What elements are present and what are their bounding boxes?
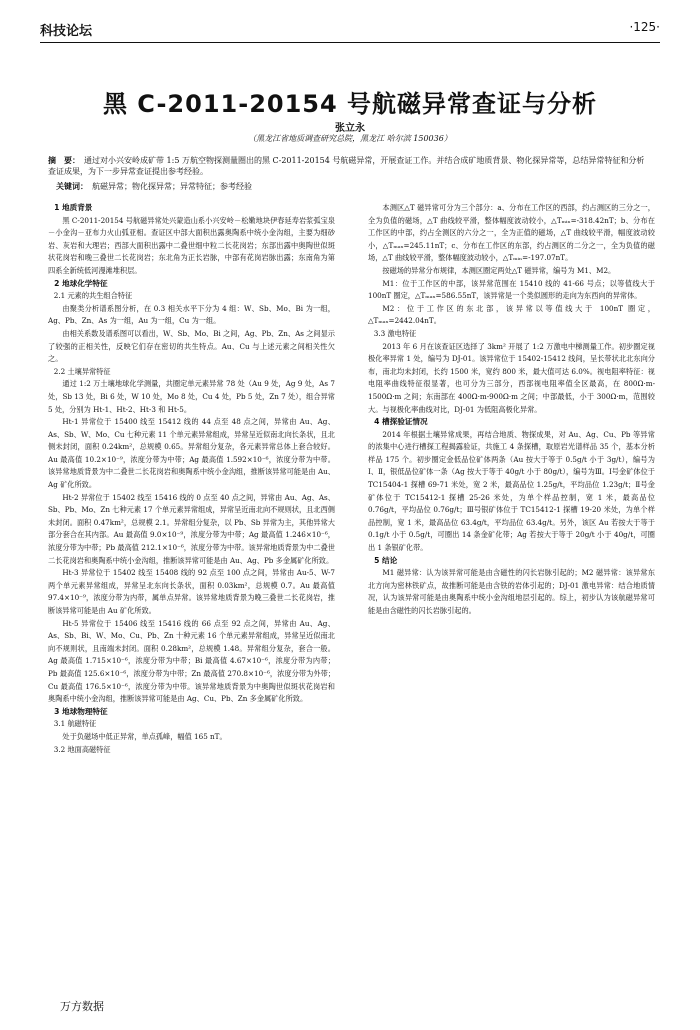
author: 张立永 [335,123,365,134]
paragraph: Ht-3 异常位于 15402 线至 15408 线的 92 点至 100 点之间，异常由 Au-5、W-7 两个单元素异常组成，异常呈北东向长条状，面积 0.03km²，总规模 0.7。Au 最高值 97.4×10⁻⁹，浓度分带为内带，属单点异常。该异常地质背景为晚三叠世二长花岗岩，推断该异常可能是由 Au 矿化所致。 [48,568,335,615]
subsection-heading: 2.1 元素的共生组合特征 [53,291,133,301]
abstract-label: 摘 要： [48,156,80,165]
paragraph: Ht-2 异常位于 15402 线至 15416 线的 0 点至 40 点之间，异常由 Au、Ag、As、Sb、Pb、Mo、Zn 七种元素 17 个单元素异常组成，异常呈近南北向不规则状，且北西侧未封闭。面积 0.47km²，总规模 2.1。异常组分复杂，以 Pb、Sb 异常为主，其他异常大部分套合在其内部。Au 最高值 9.0×10⁻⁹，浓度分带为中带；Ag 最高值 1.246×10⁻⁶，浓度分带为中带；Pb 最高值 212.1×10⁻⁶，浓度分带为中带。该异常地质背景为中二叠世二长花岗岩和奥陶系中统小金沟组，推断该异常可能是由 Au、Ag、Pb 多金属矿化所致。 [48,492,335,565]
paragraph: 通过 1:2 万土壤地球化学测量，共圈定单元素异常 78 处（Au 9 处，Ag 9 处，As 7 处，Sb 13 处，Bi 6 处，W 10 处，Mo 8 处，Cu 4 处，Pb 5 处，Zn 7 处），组合异常 5 处，分别为 Ht-1、Ht-2、Ht-3 和 Ht-5。 [48,379,335,414]
footer-watermark: 万方数据 [60,1000,104,1013]
left-column [48,202,335,756]
header-rule [40,42,660,43]
keywords [56,181,652,192]
paragraph: 由相关系数及谱系图可以看出，W、Sb、Mo、Bi 之间，Ag、Pb、Zn、As 之间显示了较强的正相关性，反映它们存在密切的共生特点。Au、Cu 与上述元素之间相关性欠之。 [48,328,335,364]
running-header [40,20,660,44]
section-heading: 4 槽探验证情况 [374,417,428,427]
section-heading: 2 地球化学特征 [54,278,108,288]
journal-section-name: 科技论坛 [40,24,93,39]
paragraph: 本测区△T 磁异常可分为三个部分：a、分布在工作区的西部，约占测区的三分之一，全为负值的磁场，△T 曲线较平滑，整体幅度波动较小，△Tₘᵢₙ=-318.42nT；b、分布在工作区的中部，约占全测区的六分之一，全为正值的磁场，△T 曲线较平滑，幅度波动较小，△Tₘₐₓ=245.11nT；c、分布在工作区的东部，约占测区的二分之一，全为负值的磁场，△T 曲线较平滑，整体幅度波动较小，△Tₘᵢₙ=-197.07nT。 [368,203,655,263]
paper-title: 黑 C-2011-20154 号航磁异常查证与分析 [102,90,598,118]
section-heading: 5 结论 [374,555,398,565]
section-heading: 1 地质背景 [54,203,93,212]
paragraph: 2014 年根据土壤异常成果，再结合地质、物探成果，对 Au、Ag、Cu、Pb 等异常的浓集中心进行槽探工程揭露验证，共施工 4 条探槽，取原岩光谱样品 35 个，基本分析样品 175 个。初步圈定金低品位矿体两条（Au 按大于等于 0.5g/t 小于 3g/t），编号为 Ⅰ、Ⅱ，银低品位矿体一条（Ag 按大于等于 40g/t 小于 80g/t），编号为Ⅲ。Ⅰ号金矿体位于 TC15404-1 探槽 69-71 米处，宽 2 米，最高品位 1.25g/t，平均品位 1.23g/t；Ⅱ号金矿体位于 TC15412-1 探槽 25-26 米处，为单个样品控制，宽 1 米，最高品位 0.76g/t，平均品位 0.76g/t；Ⅲ号银矿体位于 TC15412-1 探槽 19-20 米处，为单个样品控制，宽 1 米，最高品位 63.4g/t，平均品位 63.4g/t。另外，该区 Au 若按大于等于 0.1g/t 小于 0.5g/t，可圈出 14 条金矿化带；Ag 若按大于等于 20g/t 小于 40g/t，可圈出 1 条银矿化带。 [368,429,655,553]
paragraph: M1：位于工作区的中部，该异常范围在 15410 线的 41-66 号点；以等值线大于 100nT 圈定，△Tₘₐₓ=586.55nT，该异常是一个类似圆形的走向为东西向的异常体。 [368,278,655,301]
section-heading: 3 地球物理特征 [54,706,108,716]
paragraph: Ht-1 异常位于 15400 线至 15412 线的 44 点至 48 点之间，异常由 Au、Ag、As、Sb、W、Mo、Cu 七种元素 11 个单元素异常组成，异常呈近似南北向长条状，且北侧未封闭，面积 0.24km²，总规模 0.65。异常组分复杂，各元素异常总体上套合较好。Au 最高值 10.2×10⁻⁹，浓度分带为中带；Ag 最高值 1.592×10⁻⁶，浓度分带为中带。该异常地质背景为中二叠世二长花岗岩和奥陶系中统小金沟组，推断该异常可能是由 Au、Ag 矿化所致。 [48,417,335,490]
paragraph: M2：位于工作区的东北部，该异常以等值线大于 100nT 圈定，△Tₘₐₓ=2442.04nT。 [368,303,655,326]
paragraph: 按磁场的异常分布规律，本测区圈定两处△T 磁异常，编号为 M1、M2。 [382,265,616,275]
paragraph: 处于负磁场中低正异常，单点孤峰，幅值 165 nT。 [62,731,227,741]
abstract-text: 通过对小兴安岭成矿带 1:5 万航空物探测量圈出的黑 C-2011-20154 号航磁异常，开展查证工作。并结合成矿地质背景、物化探异常等，总结异常特征和分析查证成果，为下一步异常查证提出参考经验。 [48,156,645,176]
paragraph: 由聚类分析谱系图分析，在 0.3 相关水平下分为 4 组：W、Sb、Mo、Bi 为一组，Ag、Pb、Zn、As 为一组，Au 为一组，Cu 为一组。 [48,303,335,326]
right-column [368,202,655,618]
affiliation: （黑龙江省地质调查研究总院，黑龙江 哈尔滨 150036） [248,134,452,143]
keywords-text: 航磁异常；物化探异常；异常特征；参考经验 [92,182,252,191]
paragraph: 2013 年 6 月在该查证区选择了 3km² 开展了 1:2 万激电中梯测量工作。初步圈定视极化率异常 1 处，编号为 DJ-01。该异常位于 15402-15412 线间，呈长带状北北东向分布，南北均未封闭，长约 1500 米，宽约 800 米，最大值可达 6.0%。视电阻率特征：视电阻率曲线特征很显著，也可分为三部分，西部视电阻率值全区最高，在 800Ω·m-1500Ω·m 之间；东南部在 400Ω·m-900Ω·m 之间；中部最低，小于 300Ω·m，范围较大。与视极化率曲线对比，DJ-01 为低阻高极化异常。 [368,341,655,414]
paragraph: Ht-5 异常位于 15406 线至 15416 线的 66 点至 92 点之间，异常由 Au、Ag、As、Sb、Bi、W、Mo、Cu、Pb、Zn 十种元素 16 个单元素异常组成，异常呈近似南北向不规则状，且南端未封闭。面积 0.28km²，总规模 1.48。异常组分复杂，套合一般。Ag 最高值 1.715×10⁻⁶，浓度分带为中带；Bi 最高值 4.67×10⁻⁶，浓度分带为内带；Pb 最高值 125.6×10⁻⁶，浓度分带为中带；Zn 最高值 270.8×10⁻⁶，浓度分带为外带；Cu 最高值 176.5×10⁻⁶，浓度分带为中带。该异常地质背景为中奥陶世似斑状花岗岩和奥陶系中统小金沟组，推断该异常可能是由 Ag、Cu、Pb、Zn 多金属矿化所致。 [48,618,335,704]
abstract [48,155,652,177]
subsection-heading: 3.1 航磁特征 [53,719,97,729]
paragraph: 黑 C-2011-20154 号航磁异常处兴蒙造山系小兴安岭－松嫩地块伊春延寿岩浆弧宝泉－小金沟－亚布力火山弧亚相。查证区中部大面积出露奥陶系中统小金沟组，主要为细砂岩、灰岩和大理岩；西部大面积出露中二叠世细中粒二长花岗岩；东部出露中奥陶世似斑状花岗岩和晚三叠世二长花岗岩；东北角为正长岩脉，中部有花岗岩脉出露；东南角为第四系全新统低河漫滩堆积层。 [48,215,335,275]
subsection-heading: 2.2 土壤异常特征 [53,366,111,376]
paragraph: M1 磁异常：认为该异常可能是由含磁性的闪长岩脉引起的；M2 磁异常：该异常东北方向为密林铁矿点，故推断可能是由含铁的岩体引起的；DJ-01 激电异常：结合地质情况，认为该异常可能是由奥陶系中统小金沟组地层引起的。综上，初步认为该航磁异常可能是由含磁性的闪长岩脉引起的。 [368,568,655,615]
subsection-heading: 3.2 地面高磁特征 [53,744,111,754]
subsection-heading: 3.3 激电特征 [373,328,417,338]
keywords-label: 关键词： [56,182,88,191]
page-number: ·125· [629,20,660,34]
